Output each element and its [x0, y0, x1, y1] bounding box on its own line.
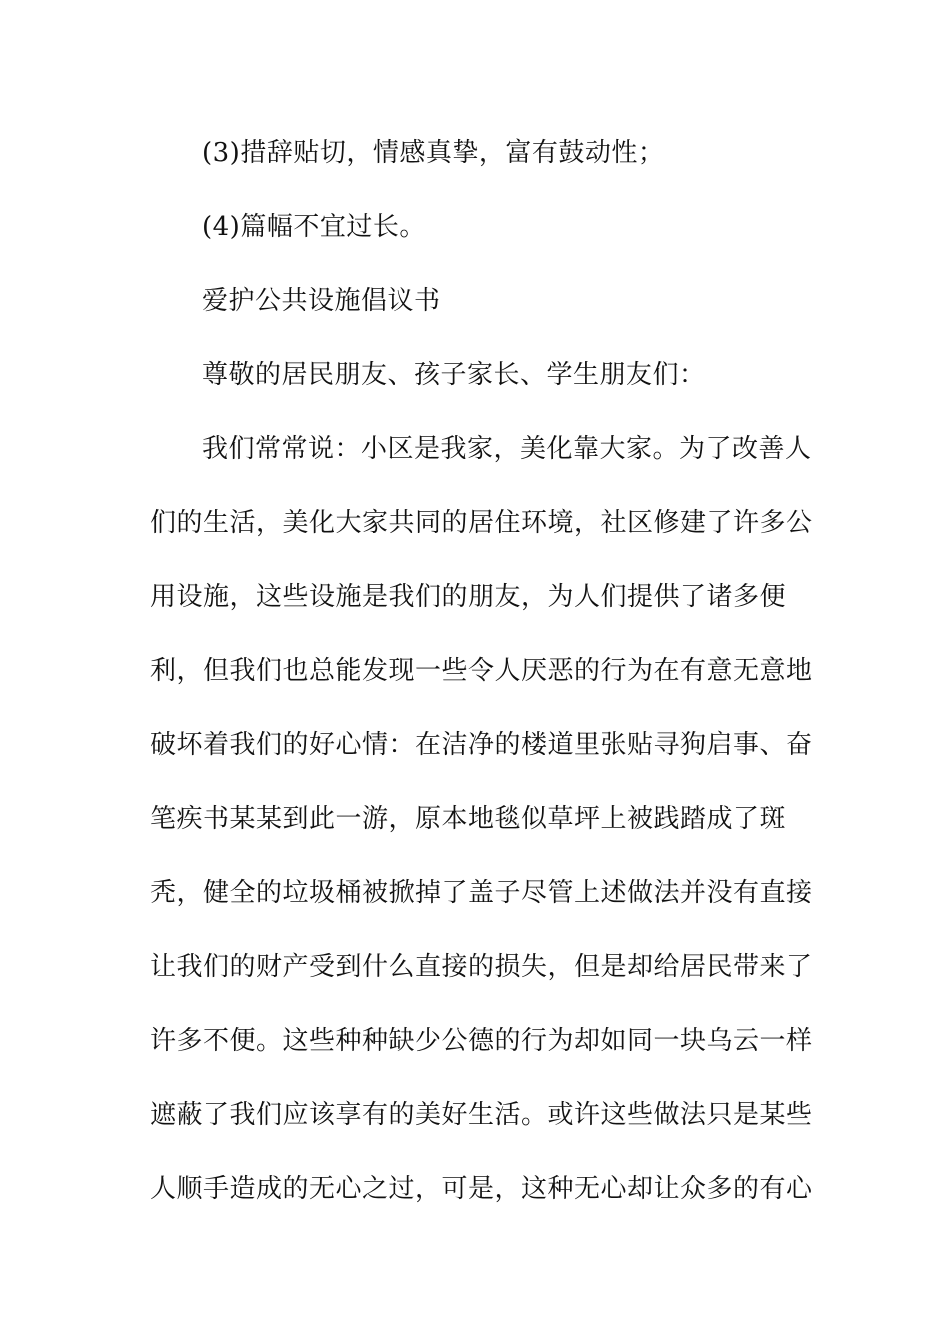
paragraph-line: 破坏着我们的好心情：在洁净的楼道里张贴寻狗启事、奋	[150, 730, 813, 760]
salutation: 尊敬的居民朋友、孩子家长、学生朋友们：	[202, 360, 706, 390]
paragraph-line: 利，但我们也总能发现一些令人厌恶的行为在有意无意地	[150, 656, 813, 686]
paragraph-line: 许多不便。这些种种缺少公德的行为却如同一块乌云一样	[150, 1026, 813, 1056]
paragraph-line: 们的生活，美化大家共同的居住环境，社区修建了许多公	[150, 508, 813, 538]
document-title: 爱护公共设施倡议书	[202, 286, 441, 316]
paragraph-line: 让我们的财产受到什么直接的损失，但是却给居民带来了	[150, 952, 813, 982]
paragraph-line: 人顺手造成的无心之过，可是，这种无心却让众多的有心	[150, 1174, 813, 1204]
list-item-4: (4)篇幅不宜过长。	[202, 212, 426, 242]
paragraph-line: 秃，健全的垃圾桶被掀掉了盖子尽管上述做法并没有直接	[150, 878, 813, 908]
paragraph-line: 用设施，这些设施是我们的朋友，为人们提供了诸多便	[150, 582, 787, 612]
paragraph-line: 我们常常说：小区是我家，美化靠大家。为了改善人	[202, 434, 812, 464]
paragraph-line: 笔疾书某某到此一游，原本地毯似草坪上被践踏成了斑	[150, 804, 787, 834]
list-item-3: (3)措辞贴切，情感真挚，富有鼓动性；	[202, 138, 665, 168]
paragraph-line: 遮蔽了我们应该享有的美好生活。或许这些做法只是某些	[150, 1100, 813, 1130]
